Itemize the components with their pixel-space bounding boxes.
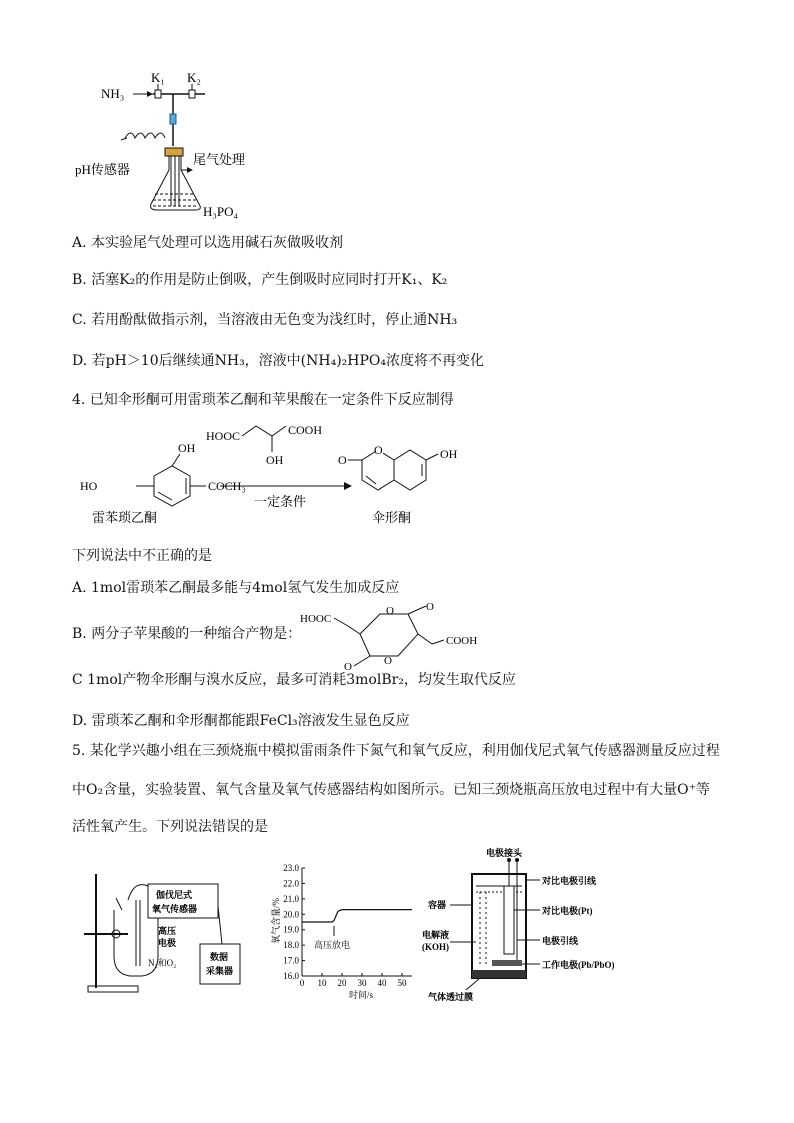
chart-x-tick-label: 20	[337, 978, 347, 988]
electrolyte-label-2: (KOH)	[422, 942, 449, 952]
chart-series-line	[302, 910, 412, 922]
k2-label: K₂	[187, 70, 201, 85]
tail-gas-label: 尾气处理	[193, 152, 246, 167]
electrode-label-1: 高压	[158, 926, 177, 936]
chart-y-tick-label: 16.0	[283, 971, 299, 981]
sensor-label-2: 氧气传感器	[152, 904, 198, 914]
oxygen-content-chart	[270, 858, 420, 1008]
coumarin-ring-o: O	[374, 443, 383, 457]
chart-x-tick-label: 30	[357, 978, 367, 988]
ref-lead-label: 对比电极引线	[542, 876, 597, 886]
resacetophenone-oh: OH	[178, 441, 196, 455]
resacetophenone-ho: HO	[80, 479, 98, 493]
chart-x-tick-label: 50	[397, 978, 407, 988]
chart-y-tick-label: 19.0	[283, 924, 299, 935]
dimer-ring-o-bottom: O	[384, 655, 392, 667]
electrolyte-label-1: 电解液	[422, 930, 450, 940]
malic-oh: OH	[266, 453, 284, 467]
dimer-carbonyl-o-1: O	[426, 601, 434, 613]
reaction-condition: 一定条件	[254, 494, 307, 509]
collector-label-2: 采集器	[206, 966, 234, 976]
discharge-apparatus	[74, 870, 254, 995]
chart-y-axis-label: 氧气含量/%	[271, 898, 281, 944]
dimer-hooc: HOOC	[300, 613, 332, 625]
q4-option-b: B. 两分子苹果酸的一种缩合产物是：	[72, 626, 302, 642]
connector-label: 电极接头	[486, 848, 523, 858]
electrode-label-2: 电极	[158, 938, 177, 948]
chart-y-tick-label: 20.0	[283, 909, 299, 920]
q4-question: 下列说法中不正确的是	[72, 548, 212, 564]
k1-label: K₁	[151, 70, 165, 85]
chart-annotation: 高压放电	[314, 940, 351, 950]
q4-option-c: C 1mol产物伞形酮与溴水反应，最多可消耗3molBr₂，均发生取代反应	[72, 672, 516, 688]
q3-option-c: C. 若用酚酞做指示剂，当溶液由无色变为浅红时，停止通NH₃	[72, 312, 458, 328]
chart-y-tick-label: 18.0	[283, 940, 299, 951]
chart-y-tick-label: 17.0	[283, 955, 299, 966]
q4-option-d: D. 雷琐苯乙酮和伞形酮都能跟FeCl₃溶液发生显色反应	[72, 713, 410, 729]
q4-stem: 4. 已知伞形酮可用雷琐苯乙酮和苹果酸在一定条件下反应制得	[72, 392, 454, 408]
chart-x-tick-label: 40	[377, 978, 387, 988]
chart-y-tick-label: 23.0	[283, 863, 299, 873]
q5-stem-line-1: 5. 某化学兴趣小组在三颈烧瓶中模拟雷雨条件下氮气和氧气反应，利用伽伐尼式氧气传感器测量反应过程	[72, 743, 720, 759]
q3-option-a: A. 本实验尾气处理可以选用碱石灰做吸收剂	[72, 235, 344, 251]
q5-stem-line-2: 中O₂含量，实验装置、氧气含量及氧气传感器结构如图所示。已知三颈烧瓶高压放电过程中有大量O⁺等	[72, 782, 710, 798]
dimer-carbonyl-o-2: O	[344, 661, 352, 673]
chart-x-axis-label: 时间/s	[349, 990, 374, 1000]
chart-x-tick-label: 0	[299, 978, 305, 988]
nh3-label: NH₃	[101, 86, 125, 101]
product-name: 伞形酮	[372, 510, 412, 525]
h3po4-label: H₃PO₄	[203, 204, 239, 219]
q4-option-a: A. 1mol雷琐苯乙酮最多能与4mol氢气发生加成反应	[72, 580, 400, 596]
dimer-ring-o-top: O	[386, 605, 394, 617]
gas-label: N₂和O₂	[148, 958, 177, 968]
dimer-cooh: COOH	[446, 635, 478, 647]
galvanic-sensor-structure	[420, 846, 620, 1006]
electrode-lead-label: 电极引线	[542, 936, 579, 946]
sensor-label-1: 伽伐尼式	[156, 890, 193, 900]
chart-x-tick-label: 10	[317, 978, 327, 988]
cooch3-group: COCH₃	[208, 479, 246, 493]
container-label: 容器	[428, 900, 447, 910]
ph-sensor-label: pH传感器	[75, 162, 130, 177]
collector-label-1: 数据	[210, 952, 229, 962]
q3-option-b: B. 活塞K₂的作用是防止倒吸，产生倒吸时应同时打开K₁、K₂	[72, 272, 448, 288]
malic-dimer-structure	[298, 600, 488, 672]
working-electrode-label: 工作电极(Pb/PbO)	[542, 960, 615, 970]
malic-cooh: COOH	[288, 423, 323, 437]
reactant-name: 雷苯琐乙酮	[92, 510, 158, 525]
membrane-label: 气体透过膜	[428, 992, 474, 1002]
chart-y-tick-label: 21.0	[283, 893, 299, 904]
malic-hooc: HOOC	[206, 429, 241, 443]
reaction-scheme	[72, 418, 492, 530]
q5-stem-line-3: 活性氧产生。下列说法错误的是	[72, 819, 268, 835]
chart-y-tick-label: 22.0	[283, 878, 299, 889]
coumarin-oh: OH	[440, 447, 458, 461]
coumarin-o-carbonyl: O	[338, 453, 347, 467]
nh3-absorption-apparatus	[75, 66, 275, 226]
q3-option-d: D. 若pH＞10后继续通NH₃，溶液中(NH₄)₂HPO₄浓度将不再变化	[72, 353, 485, 369]
ref-electrode-label: 对比电极(Pt)	[542, 906, 593, 916]
